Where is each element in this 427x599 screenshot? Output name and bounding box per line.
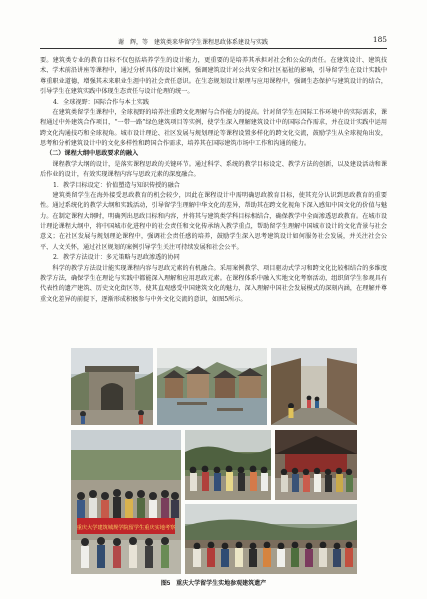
section-heading: （二）课程大纲中思政要求的融入 [46, 150, 139, 158]
figure-photo-collage [71, 348, 357, 574]
body-paragraph: 建筑类留学生在海外接受思政教育的机会较少，因此在课程设计中需明确思政教育目标，使其充分认识到思政教育的重要性。通过系统化的教学大纲和实践活动，引导留学生理解中华文化的差异，帮助其在跨文化视角下深入感知中国文化的价值与魅力。在制定课程大纲时，明确列出思政目标和内容，并将其与建筑类学科目标相结合，确保教学中全面渗透思政教育。在城市设计理论课程大纲中，将中国城市化进程中的社会责任和文化传承纳入教学重点，帮助留学生理解中国城市设计的文化背景与社会意义；在社区发展与规划理论课程中，强调社会责任感的培养，鼓励学生深入思考建筑设计如何服务社会发展，并关注社会公平、人文关怀，通过社区规划的案例引导学生关注可持续发展和社会公平。 [40, 191, 387, 251]
main-text [40, 56, 387, 305]
photo-group-bridge [185, 504, 357, 574]
body-paragraph: 要。建筑类专业的教育目标不仅包括培养学生的设计能力，更重要的是培养其承担对社会和公众的责任。在建筑设计、建筑技术、学术前沿讲座等课程中，通过分析具体的设计案例，强调建筑设计对公共安全和社区福祉的影响，引导留学生在设计实践中尊重职业道德，增强其未来职业生涯中的社会责任意识。在生态规划设计原理与应用课程中，强调生态保护与建筑设计的结合，引导学生在建筑实践中体现生态责任与设计伦理的统一。 [40, 57, 387, 96]
subsection-heading: 2．教学方法设计：多元策略与思政渗透的协同 [53, 254, 180, 262]
photo-stone-gate [71, 348, 153, 425]
photo-group-garden [185, 430, 271, 500]
photo-group-banner [71, 430, 181, 574]
body-paragraph: 课程教学大纲的设计，是落实课程思政的关键环节。通过科学、系统的教学目标设定、教学方法的创新，以及建设活动和课后作业的设计，有效实现课程内容与思政元素的深度融合。 [40, 160, 387, 179]
photo-river-town [157, 348, 267, 425]
photo-village-street [271, 348, 357, 425]
body-paragraph: 在建筑类留学生课程中，全球视野的培养注重跨文化理解与合作能力的提高。针对留学生在国际工作环境中的实际需求，课程通过中外建筑合作项目，“一带一路”绿色建筑项目等实例，使学生深入理解建筑设计中的国际合作需求，并在设计实践中运用跨文化沟通技巧和全球视角。城市设计理论、社区发展与规划理论等课程设置多样化的跨文化交流，鼓励学生从全球视角出发，思考和分析建筑设计中的文化多样性和跨国合作需求，培养其在国际建筑市场中工作和沟通的能力。 [40, 108, 387, 147]
header-title: 建筑类来华留学生课程思政体系建设与实践 [154, 40, 269, 46]
figure-caption: 图5 重庆大学留学生实地参观建筑遗产 [160, 581, 267, 587]
body-paragraph: 科学的教学方法设计能实现课程内容与思政元素的有机融合。采用案例教学、项目驱动式学习和跨文化比较相结合的多维度教学方法，确保学生在理论与实践中都能深入理解和应用思政元素。在课程体系中融入实地文化考察活动，组织留学生参观具有代表性的遗产建筑、历史文化街区等，使其直观感受中国建筑文化的魅力，深入理解中国社会发展模式的深刻内涵，在理解并尊重文化差异的前提下，逐渐形成积极参与中外文化交流的意识，如图5所示。 [40, 264, 387, 303]
subsection-heading: 1．教学目标设定：价值塑造与知识传授的融合 [53, 181, 180, 189]
photo-group-theater [275, 430, 357, 500]
banner-text: 重庆大学建筑城规学院留学生重庆实地考察 [76, 525, 176, 531]
page-number: 185 [372, 35, 387, 44]
header-text [118, 37, 268, 46]
running-header [40, 36, 387, 49]
header-authors: 谢 辉，等 [118, 40, 149, 46]
subsection-heading: 4．全球视野：国际合作与本土实践 [53, 98, 150, 106]
